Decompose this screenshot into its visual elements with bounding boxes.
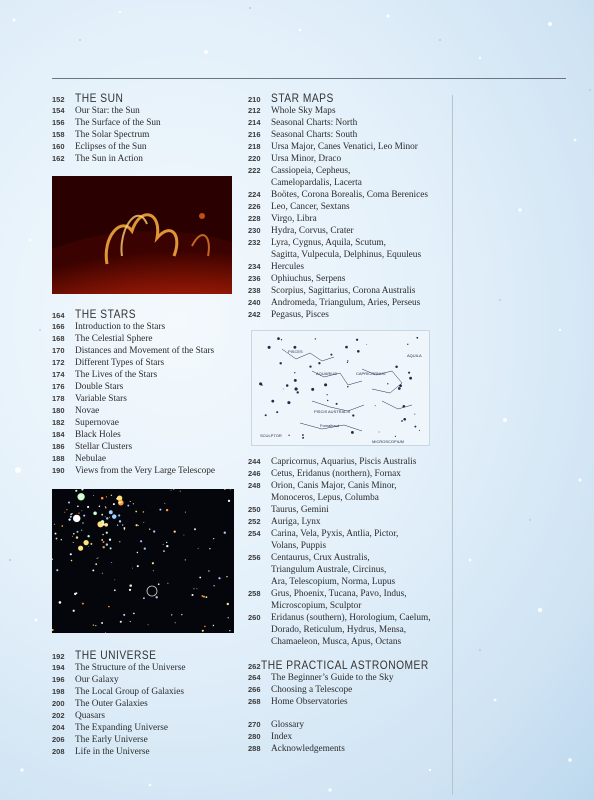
entry-title: The Early Universe (75, 735, 148, 745)
entry-title: Double Stars (75, 382, 124, 392)
toc-entry[interactable] (52, 710, 242, 722)
entry-title: The Structure of the Universe (75, 663, 186, 673)
entry-title: Nebulae (75, 454, 106, 464)
section-title: THE UNIVERSE (75, 648, 157, 662)
entry-title: Seasonal Charts: North (271, 118, 358, 128)
entry-title: Whole Sky Maps (271, 106, 336, 116)
toc-entry[interactable] (52, 417, 242, 429)
toc-entry[interactable] (52, 746, 242, 758)
toc-entry[interactable] (248, 141, 453, 153)
entry-title: Cetus, Eridanus (northern), Fornax (271, 469, 401, 479)
section-heading (52, 307, 242, 321)
entry-title: Glossary (271, 720, 305, 730)
entry-title: Centaurus, Crux Australis, Triangulum Australe, Circinus, Ara, Telescopium, Norma, Lupus (271, 553, 396, 587)
entry-title: Ursa Major, Canes Venatici, Leo Minor (271, 142, 418, 152)
toc-entry[interactable] (248, 261, 453, 273)
toc-entry[interactable] (248, 468, 453, 480)
toc-entry[interactable] (248, 273, 453, 285)
entry-title: Different Types of Stars (75, 358, 165, 368)
entry-title: Our Star: the Sun (75, 106, 140, 116)
entry-title: Hercules (271, 262, 305, 272)
entry-page-number: 280 (248, 732, 261, 741)
toc-entry[interactable] (248, 456, 453, 468)
entry-page-number: 176 (52, 382, 65, 391)
section-heading (52, 648, 242, 662)
header-rule (52, 78, 566, 79)
entry-page-number: 202 (52, 711, 65, 720)
toc-entry[interactable] (52, 333, 242, 345)
toc-entry[interactable] (52, 153, 242, 165)
page-number: 210 (248, 95, 261, 104)
entry-page-number: 170 (52, 346, 65, 355)
toc-entry[interactable] (52, 453, 242, 465)
toc-entry[interactable] (52, 734, 242, 746)
entry-page-number: 186 (52, 442, 65, 451)
toc-entry[interactable] (52, 686, 242, 698)
toc-entry[interactable] (52, 105, 242, 117)
entry-title: Virgo, Libra (271, 214, 317, 224)
entry-page-number: 190 (52, 466, 65, 475)
entry-title: Andromeda, Triangulum, Aries, Perseus (271, 298, 421, 308)
entry-title: Carina, Vela, Pyxis, Antlia, Pictor, Volans, Puppis (271, 529, 399, 551)
map-label-aquila: AQUILA (407, 353, 422, 358)
entry-title: The Celestial Sphere (75, 334, 153, 344)
entry-title: Stellar Clusters (75, 442, 133, 452)
entry-page-number: 154 (52, 106, 65, 115)
entry-title: The Local Group of Galaxies (75, 687, 184, 697)
entry-title: The Beginner’s Guide to the Sky (271, 673, 394, 683)
entry-page-number: 166 (52, 322, 65, 331)
entry-page-number: 242 (248, 310, 261, 319)
toc-entry[interactable] (248, 588, 453, 612)
entry-page-number: 230 (248, 226, 261, 235)
entry-page-number: 204 (52, 723, 65, 732)
toc-entry[interactable] (52, 129, 242, 141)
entry-title: Home Observatories (271, 697, 348, 707)
section-heading (52, 91, 242, 105)
entry-title: Cassiopeia, Cepheus, Camelopardalis, Lacerta (271, 166, 362, 188)
entry-page-number: 220 (248, 154, 261, 163)
entry-title: Ophiuchus, Serpens (271, 274, 346, 284)
toc-entry[interactable] (248, 213, 453, 225)
toc-entry[interactable] (52, 381, 242, 393)
entry-page-number: 194 (52, 663, 65, 672)
toc-entry[interactable] (52, 698, 242, 710)
entry-title: Seasonal Charts: South (271, 130, 358, 140)
page-number: 262 (248, 662, 261, 671)
entry-page-number: 214 (248, 118, 261, 127)
entry-title: Capricornus, Aquarius, Piscis Australis (271, 457, 417, 467)
entry-title: Views from the Very Large Telescope (75, 466, 216, 476)
entry-page-number: 252 (248, 517, 261, 526)
entry-page-number: 224 (248, 190, 261, 199)
entry-title: Distances and Movement of the Stars (75, 346, 215, 356)
entry-page-number: 270 (248, 720, 261, 729)
entry-page-number: 236 (248, 274, 261, 283)
toc-entry[interactable] (248, 297, 453, 309)
entry-title: Grus, Phoenix, Tucana, Pavo, Indus, Microscopium, Sculptor (271, 589, 407, 611)
toc-entry[interactable] (52, 429, 242, 441)
map-label-microscopium: MICROSCOPIUM (372, 439, 404, 444)
toc-entry[interactable] (248, 684, 453, 696)
page-number: 152 (52, 95, 65, 104)
toc-entry[interactable] (248, 516, 453, 528)
section-star-maps (248, 91, 453, 321)
entry-page-number: 238 (248, 286, 261, 295)
entry-title: Supernovae (75, 418, 119, 428)
entry-title: Boötes, Corona Borealis, Coma Berenices (271, 190, 428, 200)
entry-page-number: 254 (248, 529, 261, 538)
entry-title: Acknowledgements (271, 744, 345, 754)
entry-page-number: 180 (52, 406, 65, 415)
toc-entry[interactable] (248, 731, 453, 743)
entry-title: Eclipses of the Sun (75, 142, 147, 152)
toc-entry[interactable] (248, 165, 453, 189)
section-title: THE STARS (75, 307, 137, 321)
entry-title: Hydra, Corvus, Crater (271, 226, 354, 236)
section-universe (52, 648, 242, 758)
section-star-maps-continued (248, 456, 453, 648)
entry-title: Life in the Universe (75, 747, 150, 757)
entry-page-number: 178 (52, 394, 65, 403)
toc-entry[interactable] (52, 321, 242, 333)
map-label-aquarius: AQUARIUS (316, 371, 337, 376)
toc-entry[interactable] (52, 465, 242, 477)
toc-entry[interactable] (52, 662, 242, 674)
section-title: STAR MAPS (271, 91, 334, 105)
entry-title: Index (271, 732, 293, 742)
entry-title: Quasars (75, 711, 105, 721)
entry-page-number: 258 (248, 589, 261, 598)
entry-title: Choosing a Telescope (271, 685, 353, 695)
section-sun (52, 91, 242, 165)
toc-entry[interactable] (248, 153, 453, 165)
entry-title: Eridanus (southern), Horologium, Caelum, Dorado, Reticulum, Hydrus, Mensa, Chamaeleon, Musca, Apus, Octans (271, 613, 431, 647)
entry-title: Lyra, Cygnus, Aquila, Scutum, Sagitta, Vulpecula, Delphinus, Equuleus (271, 238, 422, 260)
toc-entry[interactable] (248, 105, 453, 117)
entry-page-number: 266 (248, 685, 261, 694)
entry-page-number: 208 (52, 747, 65, 756)
entry-page-number: 206 (52, 735, 65, 744)
toc-entry[interactable] (52, 357, 242, 369)
entry-page-number: 250 (248, 505, 261, 514)
entry-page-number: 196 (52, 675, 65, 684)
map-label-fomalhaut: Fomalhaut (320, 423, 339, 428)
entry-title: The Lives of the Stars (75, 370, 158, 380)
entry-title: The Sun in Action (75, 154, 143, 164)
entry-title: Our Galaxy (75, 675, 119, 685)
entry-title: Leo, Cancer, Sextans (271, 202, 350, 212)
entry-title: Variable Stars (75, 394, 127, 404)
entry-title: The Expanding Universe (75, 723, 168, 733)
entry-page-number: 240 (248, 298, 261, 307)
star-map-image (251, 330, 430, 446)
map-label-piscis-australis: PISCIS AUSTRALIS (314, 409, 351, 414)
entry-page-number: 232 (248, 238, 261, 247)
map-label-capricornus: CAPRICORNUS (356, 371, 386, 376)
page-number: 164 (52, 311, 65, 320)
toc-entry[interactable] (52, 141, 242, 153)
entry-page-number: 268 (248, 697, 261, 706)
entry-page-number: 234 (248, 262, 261, 271)
entry-page-number: 256 (248, 553, 261, 562)
toc-entry[interactable] (248, 285, 453, 297)
entry-page-number: 222 (248, 166, 261, 175)
toc-entry[interactable] (248, 129, 453, 141)
entry-page-number: 200 (52, 699, 65, 708)
toc-entry[interactable] (52, 405, 242, 417)
section-heading (248, 91, 453, 105)
section-heading (248, 658, 453, 672)
toc-entry[interactable] (248, 696, 453, 708)
toc-entry[interactable] (248, 117, 453, 129)
toc-entry[interactable] (248, 612, 453, 648)
page-number: 192 (52, 652, 65, 661)
entry-page-number: 248 (248, 481, 261, 490)
sun-prominence-image (52, 176, 232, 294)
entry-page-number: 260 (248, 613, 261, 622)
entry-page-number: 218 (248, 142, 261, 151)
entry-title: Scorpius, Sagittarius, Corona Australis (271, 286, 416, 296)
toc-entry[interactable] (248, 225, 453, 237)
section-practical-astronomer (248, 658, 453, 755)
entry-title: Orion, Canis Major, Canis Minor, Monoceros, Lepus, Columba (271, 481, 397, 503)
toc-entry[interactable] (248, 743, 453, 755)
entry-page-number: 264 (248, 673, 261, 682)
entry-page-number: 228 (248, 214, 261, 223)
entry-page-number: 246 (248, 469, 261, 478)
toc-entry[interactable] (248, 672, 453, 684)
toc-entry[interactable] (52, 441, 242, 453)
toc-entry[interactable] (248, 719, 453, 731)
toc-entry[interactable] (52, 722, 242, 734)
toc-entry[interactable] (248, 528, 453, 552)
entry-page-number: 158 (52, 130, 65, 139)
entry-title: Pegasus, Pisces (271, 310, 329, 320)
entry-page-number: 160 (52, 142, 65, 151)
entry-title: Introduction to the Stars (75, 322, 166, 332)
entry-page-number: 184 (52, 430, 65, 439)
map-label-sculptor: SCULPTOR (260, 433, 282, 438)
toc-entry[interactable] (52, 393, 242, 405)
toc-entry[interactable] (52, 345, 242, 357)
entry-title: Taurus, Gemini (271, 505, 329, 515)
section-stars (52, 307, 242, 477)
entry-page-number: 168 (52, 334, 65, 343)
toc-entry[interactable] (248, 201, 453, 213)
toc-entry[interactable] (248, 309, 453, 321)
entry-title: The Solar Spectrum (75, 130, 150, 140)
entry-page-number: 226 (248, 202, 261, 211)
entry-page-number: 288 (248, 744, 261, 753)
entry-title: Auriga, Lynx (271, 517, 321, 527)
map-label-pisces: PISCES (288, 349, 303, 354)
star-cluster-image (52, 489, 234, 633)
entry-page-number: 182 (52, 418, 65, 427)
section-title: THE PRACTICAL ASTRONOMER (260, 658, 429, 672)
toc-entry[interactable] (248, 480, 453, 504)
entry-page-number: 156 (52, 118, 65, 127)
entry-page-number: 188 (52, 454, 65, 463)
entry-page-number: 212 (248, 106, 261, 115)
entry-page-number: 198 (52, 687, 65, 696)
entry-page-number: 244 (248, 457, 261, 466)
entry-title: Novae (75, 406, 100, 416)
toc-entry[interactable] (52, 674, 242, 686)
toc-entry[interactable] (52, 369, 242, 381)
entry-title: The Outer Galaxies (75, 699, 148, 709)
section-title: THE SUN (75, 91, 124, 105)
toc-entry[interactable] (248, 237, 453, 261)
toc-entry[interactable] (52, 117, 242, 129)
entry-title: Black Holes (75, 430, 121, 440)
toc-entry[interactable] (248, 189, 453, 201)
entry-page-number: 172 (52, 358, 65, 367)
entry-title: Ursa Minor, Draco (271, 154, 342, 164)
entry-page-number: 216 (248, 130, 261, 139)
toc-entry[interactable] (248, 504, 453, 516)
entry-title: The Surface of the Sun (75, 118, 161, 128)
entry-page-number: 174 (52, 370, 65, 379)
entry-page-number: 162 (52, 154, 65, 163)
toc-entry[interactable] (248, 552, 453, 588)
